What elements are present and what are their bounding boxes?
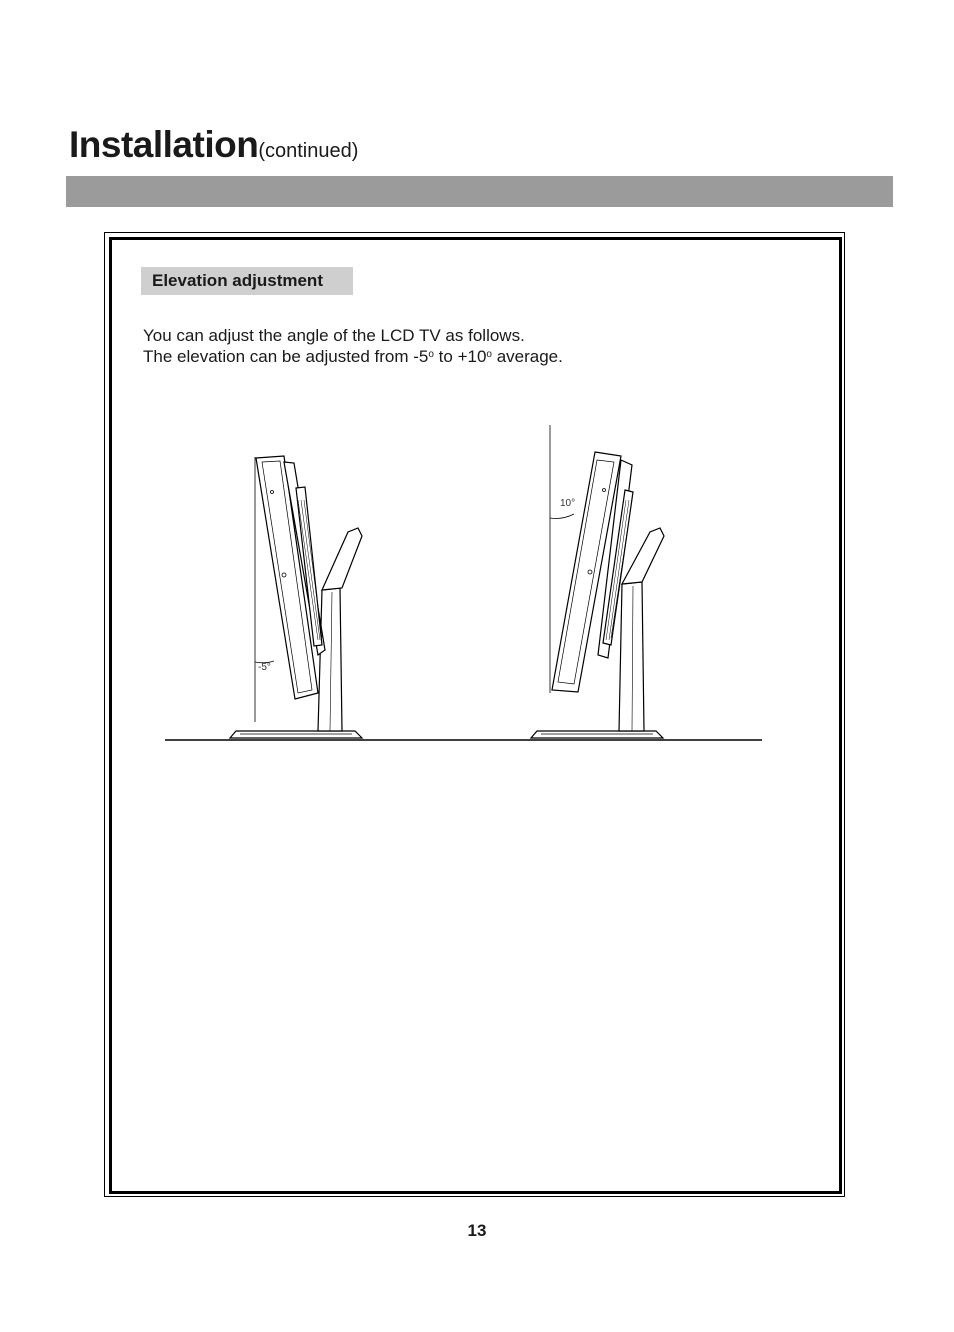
section-label: Elevation adjustment — [141, 267, 353, 295]
title-main: Installation — [69, 124, 259, 165]
instruction-line-2 — [143, 347, 563, 367]
line2-part-a: The elevation can be adjusted from -5 — [143, 347, 429, 366]
degree-symbol: o — [428, 349, 434, 360]
page-title — [69, 124, 358, 166]
left-angle-label: -5° — [258, 662, 271, 673]
header-bar — [66, 176, 893, 207]
tv-left-tilted-down — [230, 456, 362, 738]
page-number: 13 — [467, 1221, 487, 1240]
line2-part-c: average. — [491, 347, 563, 366]
title-subtitle: (continued) — [258, 140, 359, 162]
line2-part-b: to +10 — [433, 347, 487, 366]
instruction-line-1: You can adjust the angle of the LCD TV as follows. — [143, 326, 525, 345]
right-angle-label: 10° — [560, 498, 576, 509]
elevation-diagram — [160, 420, 770, 750]
tv-right-tilted-back — [531, 425, 664, 738]
degree-symbol: o — [486, 349, 492, 360]
